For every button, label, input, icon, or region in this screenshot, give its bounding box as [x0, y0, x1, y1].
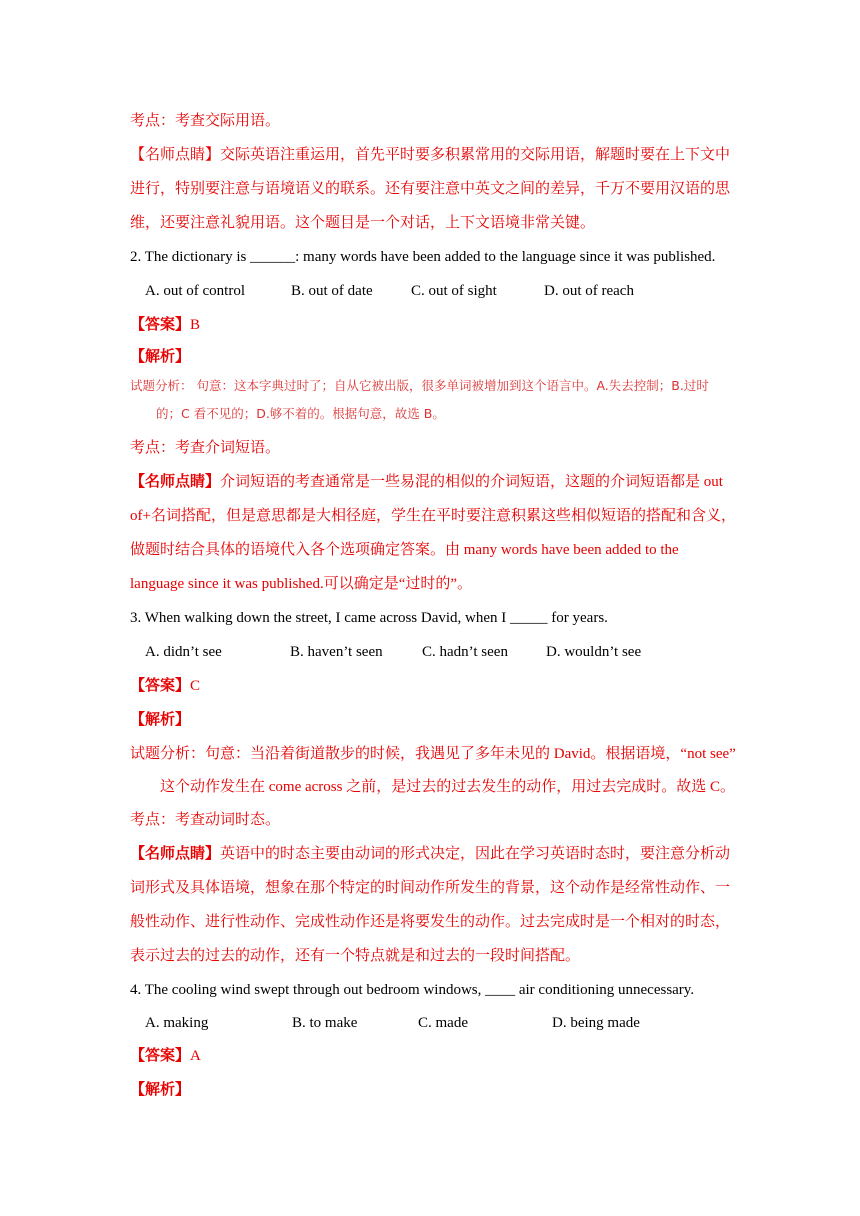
- q2-option-a: A. out of control: [145, 283, 245, 299]
- q4-options: [145, 1013, 745, 1033]
- q2-analysis-label: 【解析】: [130, 349, 191, 365]
- tip-2-line-2: of+名词搭配，但是意思都是大相径庭，学生在平时要注意积累这些相似短语的搭配和含义，: [130, 508, 736, 524]
- kaodian-3: 考点：考查动词时态。: [130, 812, 281, 828]
- q3-option-d: D. wouldn’t see: [546, 644, 642, 660]
- tip-3-line-3: 般性动作、进行性动作、完成性动作还是将要发生的动作。过去完成时是一个相对的时态，: [130, 914, 731, 930]
- tip-label: 【名师点睛】: [130, 147, 221, 163]
- q3-options: [145, 642, 745, 662]
- kaodian-2: 考点：考查介词短语。: [130, 440, 281, 456]
- tip-3-line-4: 表示过去的过去的动作，还有一个特点就是和过去的一段时间搭配。: [130, 948, 581, 964]
- q4-option-a: A. making: [145, 1015, 209, 1031]
- tip-label: 【名师点睛】: [130, 474, 221, 490]
- q2-option-d: D. out of reach: [544, 283, 634, 299]
- q2-analysis-image-line-2: 的；C 看不见的；D.够不着的。根据句意，故选 B。: [156, 406, 445, 421]
- tip-2-line-1: 【名师点睛】介词短语的考查通常是一些易混的相似的介词短语，这题的介词短语都是 out: [130, 474, 723, 490]
- q3-option-a: A. didn’t see: [145, 644, 222, 660]
- q3-option-c: C. hadn’t seen: [422, 644, 508, 660]
- tip-2-line-4: language since it was published.可以确定是“过时的”。: [130, 576, 473, 592]
- q2-analysis-image: [130, 374, 730, 426]
- question-2: 2. The dictionary is ______: many words have been added to the language since it was published.: [130, 249, 716, 265]
- tip-3-line-2: 词形式及具体语境，想象在那个特定的时间动作所发生的背景，这个动作是经常性动作、一: [130, 880, 731, 896]
- tip-1-line-3: 维，还要注意礼貌用语。这个题目是一个对话，上下文语境非常关键。: [130, 215, 596, 231]
- q4-analysis-label: 【解析】: [130, 1082, 191, 1098]
- q2-options: [145, 281, 745, 301]
- q2-answer: 【答案】B: [130, 317, 201, 333]
- q2-analysis-image-line-1: 试题分析： 句意：这本字典过时了；自从它被出版，很多单词被增加到这个语言中。A.失去控制；B.过时: [130, 378, 709, 393]
- q3-analysis-line-2: 这个动作发生在 come across 之前，是过去的过去发生的动作，用过去完成时。故选 C。: [160, 779, 735, 795]
- q3-analysis-label: 【解析】: [130, 712, 191, 728]
- q4-option-d: D. being made: [552, 1015, 640, 1031]
- q4-answer: 【答案】A: [130, 1048, 201, 1064]
- q3-option-b: B. haven’t seen: [290, 644, 383, 660]
- kaodian-1: 考点：考查交际用语。: [130, 113, 281, 129]
- q4-option-b: B. to make: [292, 1015, 358, 1031]
- tip-2-line-3: 做题时结合具体的语境代入各个选项确定答案。由 many words have been added to the: [130, 542, 679, 558]
- q3-analysis-line-1: 试题分析：句意：当沿着街道散步的时候，我遇见了多年未见的 David。根据语境，“not see”: [130, 746, 736, 762]
- q3-answer: 【答案】C: [130, 678, 201, 694]
- q2-option-b: B. out of date: [291, 283, 373, 299]
- tip-label: 【名师点睛】: [130, 846, 221, 862]
- tip-1-line-2: 进行，特别要注意与语境语义的联系。还有要注意中英文之间的差异，千万不要用汉语的思: [130, 181, 731, 197]
- question-4: 4. The cooling wind swept through out bedroom windows, ____ air conditioning unnecessary.: [130, 982, 695, 998]
- tip-1-line-1: 【名师点睛】交际英语注重运用，首先平时要多积累常用的交际用语，解题时要在上下文中: [130, 147, 731, 163]
- q2-option-c: C. out of sight: [411, 283, 497, 299]
- tip-3-line-1: 【名师点睛】英语中的时态主要由动词的形式决定，因此在学习英语时态时，要注意分析动: [130, 846, 731, 862]
- question-3: 3. When walking down the street, I came across David, when I _____ for years.: [130, 610, 608, 626]
- q4-option-c: C. made: [418, 1015, 468, 1031]
